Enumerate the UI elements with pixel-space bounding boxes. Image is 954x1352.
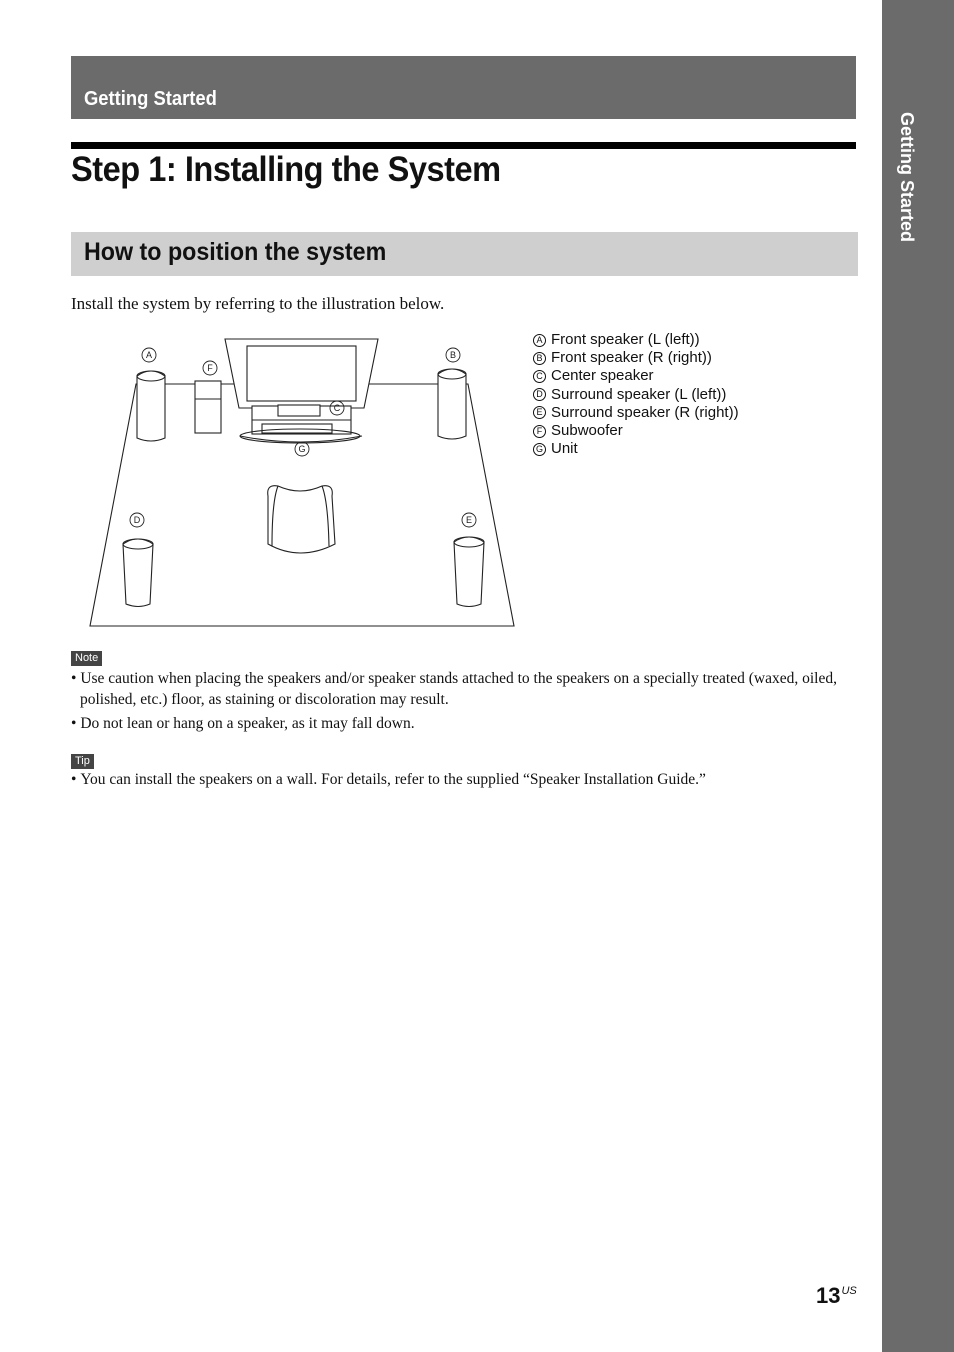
legend-text: Front speaker (R (right)) xyxy=(551,349,712,367)
section-header-label: Getting Started xyxy=(84,88,217,110)
legend-item xyxy=(533,386,739,404)
page-number-suffix: US xyxy=(841,1285,857,1297)
speaker-placement-illustration xyxy=(88,336,518,630)
callout-f: F xyxy=(207,363,213,373)
tip-list xyxy=(71,769,861,793)
tv-illustration xyxy=(225,339,378,408)
legend-item xyxy=(533,331,739,349)
note-item: • Do not lean or hang on a speaker, as it may fall down. xyxy=(71,713,861,734)
callout-e: E xyxy=(465,515,473,525)
subsection-title: How to position the system xyxy=(84,238,387,266)
page-number xyxy=(816,1283,857,1309)
tip-badge: Tip xyxy=(71,754,94,769)
callout-g: G xyxy=(298,444,306,454)
callout-a: A xyxy=(145,350,153,360)
legend-text: Surround speaker (R (right)) xyxy=(551,403,739,421)
note-item: • Use caution when placing the speakers and/or speaker stands attached to the speakers on a specially treated (waxed, oiled, polished, etc.) floor, as staining or discoloration may result. xyxy=(71,668,861,710)
illustration-legend xyxy=(533,331,739,458)
legend-item xyxy=(533,440,739,458)
legend-letter: A xyxy=(533,334,546,347)
legend-text: Surround speaker (L (left)) xyxy=(551,385,727,403)
front-right-speaker xyxy=(438,369,466,439)
legend-text: Unit xyxy=(551,440,578,458)
legend-text: Center speaker xyxy=(551,367,654,385)
legend-letter: G xyxy=(533,443,546,456)
front-left-speaker xyxy=(137,371,165,441)
callout-b: B xyxy=(449,350,457,360)
section-header-bar xyxy=(71,56,856,119)
legend-item xyxy=(533,404,739,422)
page-number-value: 13 xyxy=(816,1283,841,1308)
listening-chair xyxy=(268,486,335,553)
surround-left-speaker xyxy=(123,539,153,607)
legend-item xyxy=(533,367,739,385)
subwoofer-illustration xyxy=(195,381,221,433)
surround-right-speaker xyxy=(454,537,484,607)
callout-c: C xyxy=(333,403,341,413)
legend-letter: E xyxy=(533,406,546,419)
title-rule xyxy=(71,142,856,149)
note-badge: Note xyxy=(71,651,102,666)
legend-letter: F xyxy=(533,425,546,438)
legend-letter: D xyxy=(533,388,546,401)
page-title: Step 1: Installing the System xyxy=(71,150,501,189)
note-list xyxy=(71,668,861,737)
callout-d: D xyxy=(133,515,141,525)
tip-item: • You can install the speakers on a wall. For details, refer to the supplied “Speaker Installation Guide.” xyxy=(71,769,861,790)
intro-text: Install the system by referring to the illustration below. xyxy=(71,294,445,313)
legend-text: Front speaker (L (left)) xyxy=(551,331,700,348)
side-tab-label: Getting Started xyxy=(897,112,917,243)
legend-text: Subwoofer xyxy=(551,422,623,440)
legend-letter: B xyxy=(533,352,546,365)
legend-item xyxy=(533,349,739,367)
legend-letter: C xyxy=(533,370,546,383)
legend-item xyxy=(533,422,739,440)
subsection-bar xyxy=(71,232,858,276)
